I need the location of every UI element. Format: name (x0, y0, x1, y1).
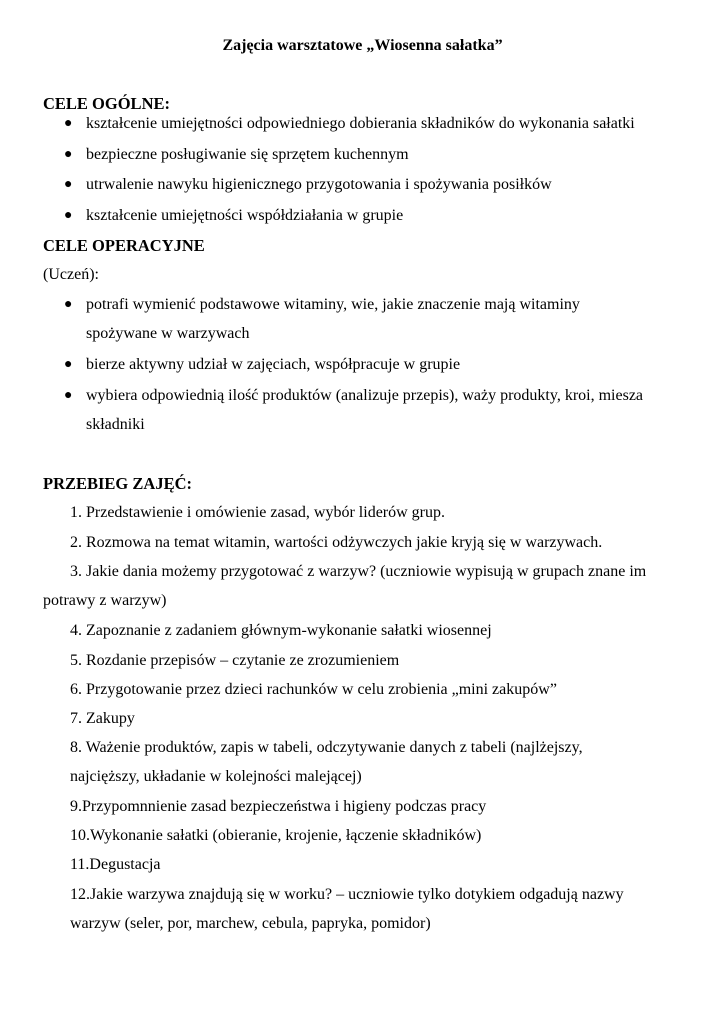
course-step: 1. Przedstawienie i omówienie zasad, wybór liderów grup. (70, 504, 446, 521)
course-step-continuation: potrawy z warzyw) (43, 592, 167, 609)
course-step: 6. Przygotowanie przez dzieci rachunków w celu zrobienia „mini zakupów” (70, 681, 557, 698)
bullet-icon: ● (64, 297, 73, 312)
general-goal-item: kształcenie umiejętności współdziałania w grupie (86, 207, 404, 224)
general-goal-item: kształcenie umiejętności odpowiedniego dobierania składników do wykonania sałatki (86, 115, 635, 132)
operational-goal-item-continuation: składniki (86, 416, 145, 433)
operational-goal-item: potrafi wymienić podstawowe witaminy, wie, jakie znaczenie mają witaminy (86, 296, 580, 313)
bullet-icon: ● (64, 116, 73, 131)
course-step-continuation: warzyw (seler, por, marchew, cebula, papryka, pomidor) (70, 915, 431, 932)
course-step-continuation: najcięższy, układanie w kolejności malejącej) (70, 768, 362, 785)
bullet-icon: ● (64, 147, 73, 162)
course-step: 4. Zapoznanie z zadaniem głównym-wykonanie sałatki wiosennej (70, 622, 492, 639)
course-step: 12.Jakie warzywa znajdują się w worku? – uczniowie tylko dotykiem odgadują nazwy (70, 886, 624, 903)
course-step: 8. Ważenie produktów, zapis w tabeli, odczytywanie danych z tabeli (najlżejszy, (70, 739, 583, 756)
operational-goal-item: bierze aktywny udział w zajęciach, współpracuje w grupie (86, 356, 461, 373)
course-step: 2. Rozmowa na temat witamin, wartości odżywczych jakie kryją się w warzywach. (70, 534, 603, 551)
course-step: 5. Rozdanie przepisów – czytanie ze zrozumieniem (70, 652, 400, 669)
bullet-icon: ● (64, 357, 73, 372)
course-step: 11.Degustacja (70, 856, 161, 873)
bullet-icon: ● (64, 208, 73, 223)
course-heading: PRZEBIEG ZAJĘĆ: (43, 474, 192, 493)
bullet-icon: ● (64, 177, 73, 192)
general-goals-heading: CELE OGÓLNE: (43, 94, 170, 113)
general-goal-item: bezpieczne posługiwanie się sprzętem kuchennym (86, 146, 409, 163)
operational-goals-subject: (Uczeń): (43, 266, 99, 283)
course-step: 3. Jakie dania możemy przygotować z warzyw? (uczniowie wypisują w grupach znane im (70, 563, 647, 580)
operational-goal-item-continuation: spożywane w warzywach (86, 325, 250, 342)
general-goal-item: utrwalenie nawyku higienicznego przygotowania i spożywania posiłków (86, 176, 552, 193)
operational-goals-heading: CELE OPERACYJNE (43, 236, 205, 255)
course-step: 10.Wykonanie sałatki (obieranie, krojenie, łączenie składników) (70, 827, 482, 844)
bullet-icon: ● (64, 388, 73, 403)
course-step: 7. Zakupy (70, 710, 135, 727)
course-step: 9.Przypomnnienie zasad bezpieczeństwa i higieny podczas pracy (70, 798, 487, 815)
operational-goal-item: wybiera odpowiednią ilość produktów (analizuje przepis), waży produkty, kroi, miesza (86, 387, 644, 404)
document-title: Zajęcia warsztatowe „Wiosenna sałatka” (222, 37, 503, 54)
